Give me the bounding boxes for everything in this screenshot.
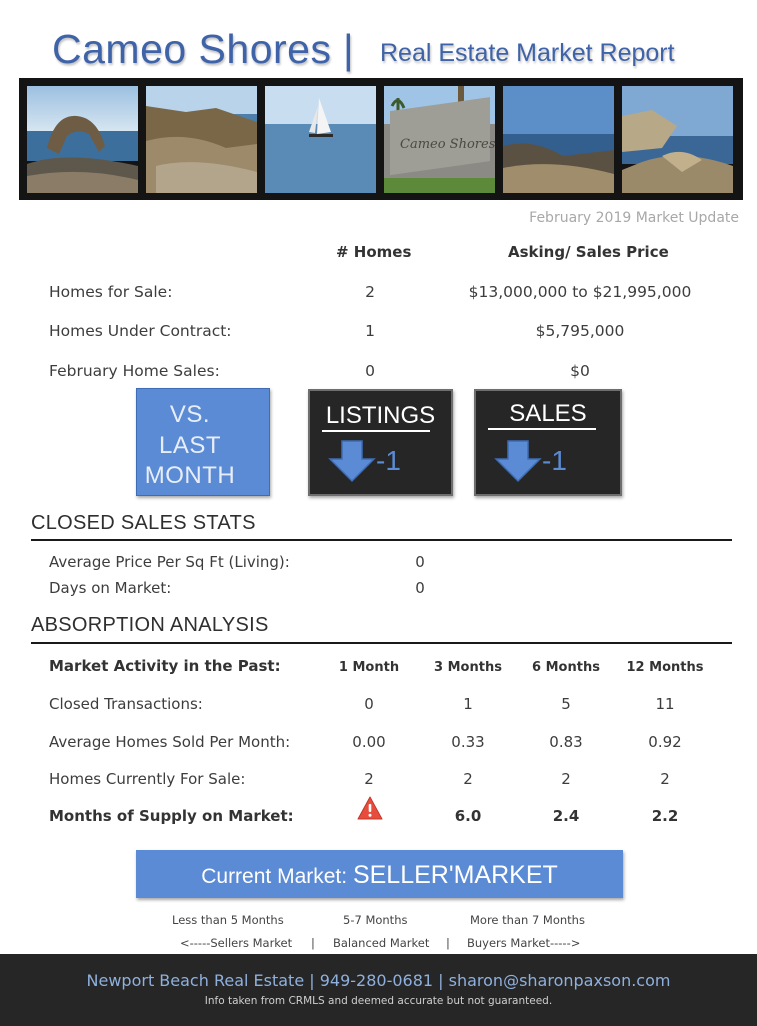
- sales-rule: [488, 428, 596, 430]
- absorption-cell: 0.33: [451, 733, 485, 751]
- absorption-cell: 0: [364, 695, 374, 713]
- current-market-banner: [136, 850, 623, 898]
- vs-last-month-badge: [136, 388, 270, 496]
- title-separator: |: [343, 26, 354, 72]
- summary-row-homes: 1: [365, 322, 375, 340]
- vs-line: VS.: [169, 401, 211, 428]
- closed-sales-rule: [31, 539, 732, 541]
- summary-row-label: Homes for Sale:: [49, 283, 173, 301]
- footer-contact: Newport Beach Real Estate | 949-280-0681 | sharon@sharonpaxson.com: [86, 971, 671, 990]
- absorption-col-header: 3 Months: [434, 660, 502, 675]
- market-value: SELLER'MARKET: [352, 861, 558, 889]
- absorption-col-header: 6 Months: [532, 660, 600, 675]
- photo-rocky-cove: [146, 86, 257, 193]
- svg-text:Cameo Shores: Cameo Shores: [400, 137, 495, 152]
- absorption-row-label: Closed Transactions:: [49, 695, 203, 713]
- closed-sales-value: 0: [415, 579, 425, 597]
- absorption-title: ABSORPTION ANALYSIS: [31, 614, 269, 636]
- summary-row-homes: 2: [365, 283, 375, 301]
- report-title: Cameo Shores: [52, 26, 332, 72]
- absorption-cell: 2: [364, 770, 374, 788]
- update-date: February 2019 Market Update: [529, 210, 739, 226]
- summary-row-price: $13,000,000 to $21,995,000: [468, 283, 692, 301]
- scale-market: Buyers Market----->: [467, 936, 581, 950]
- absorption-cell: 2: [561, 770, 571, 788]
- absorption-col-header: 1 Month: [338, 660, 400, 675]
- scale-divider: |: [446, 936, 450, 950]
- listings-title: LISTINGS: [325, 402, 436, 429]
- report-subtitle: Real Estate Market Report: [380, 39, 675, 67]
- footer-disclaimer: Info taken from CRMLS and deemed accurate but not guaranteed.: [204, 995, 553, 1007]
- scale-divider: |: [311, 936, 315, 950]
- absorption-cell: 0.92: [648, 733, 682, 751]
- absorption-cell: 0.00: [352, 733, 386, 751]
- photo-entrance-sign: [384, 86, 495, 193]
- photo-sailboat: [265, 86, 376, 193]
- scale-range: 5-7 Months: [343, 913, 408, 927]
- down-arrow-icon: [326, 439, 378, 483]
- vs-line: MONTH: [144, 462, 236, 489]
- footer: [0, 954, 757, 1026]
- listings-change-value: -1: [376, 445, 401, 476]
- scale-market: Balanced Market: [333, 936, 430, 950]
- closed-sales-title: CLOSED SALES STATS: [31, 512, 256, 534]
- photo-cliffs: [622, 86, 733, 193]
- report-header: [0, 26, 757, 76]
- photo-strip: [19, 78, 743, 200]
- photo-coastline: [503, 86, 614, 193]
- absorption-head-label: Market Activity in the Past:: [49, 657, 281, 675]
- photo-rock-arch: [27, 86, 138, 193]
- scale-market: <-----Sellers Market: [180, 936, 293, 950]
- absorption-cell: 0.83: [549, 733, 583, 751]
- sales-change-panel: [474, 389, 622, 496]
- absorption-cell: 11: [655, 695, 675, 713]
- closed-sales-label: Days on Market:: [49, 579, 172, 597]
- market-label: Current Market:: [201, 865, 353, 888]
- absorption-row-label: Months of Supply on Market:: [49, 807, 294, 825]
- absorption-cell: 5: [561, 695, 571, 713]
- absorption-cell: 2.2: [651, 807, 679, 825]
- scale-range: More than 7 Months: [470, 913, 585, 927]
- summary-row-label: Homes Under Contract:: [49, 322, 232, 340]
- absorption-col-header: 12 Months: [626, 660, 704, 675]
- col-homes-header: # Homes: [336, 243, 412, 261]
- sales-title: SALES: [509, 400, 587, 427]
- absorption-row-label: Average Homes Sold Per Month:: [49, 733, 291, 751]
- absorption-cell: 2.4: [552, 807, 580, 825]
- vs-line: LAST: [158, 432, 222, 459]
- closed-sales-label: Average Price Per Sq Ft (Living):: [49, 553, 290, 571]
- absorption-rule: [31, 642, 732, 644]
- closed-sales-value: 0: [415, 553, 425, 571]
- listings-rule: [322, 430, 430, 432]
- absorption-row-label: Homes Currently For Sale:: [49, 770, 246, 788]
- down-arrow-icon: [492, 439, 544, 483]
- sales-change-value: -1: [542, 445, 567, 476]
- absorption-cell: 1: [463, 695, 473, 713]
- absorption-cell: 2: [463, 770, 473, 788]
- summary-row-label: February Home Sales:: [49, 362, 220, 380]
- scale-range: Less than 5 Months: [172, 913, 284, 927]
- col-price-header: Asking/ Sales Price: [508, 243, 669, 261]
- listings-change-panel: [308, 389, 453, 496]
- warning-icon: [357, 796, 383, 820]
- summary-row-homes: 0: [365, 362, 375, 380]
- summary-row-price: $5,795,000: [535, 322, 625, 340]
- absorption-cell: 2: [660, 770, 670, 788]
- summary-row-price: $0: [570, 362, 590, 380]
- absorption-cell: 6.0: [454, 807, 482, 825]
